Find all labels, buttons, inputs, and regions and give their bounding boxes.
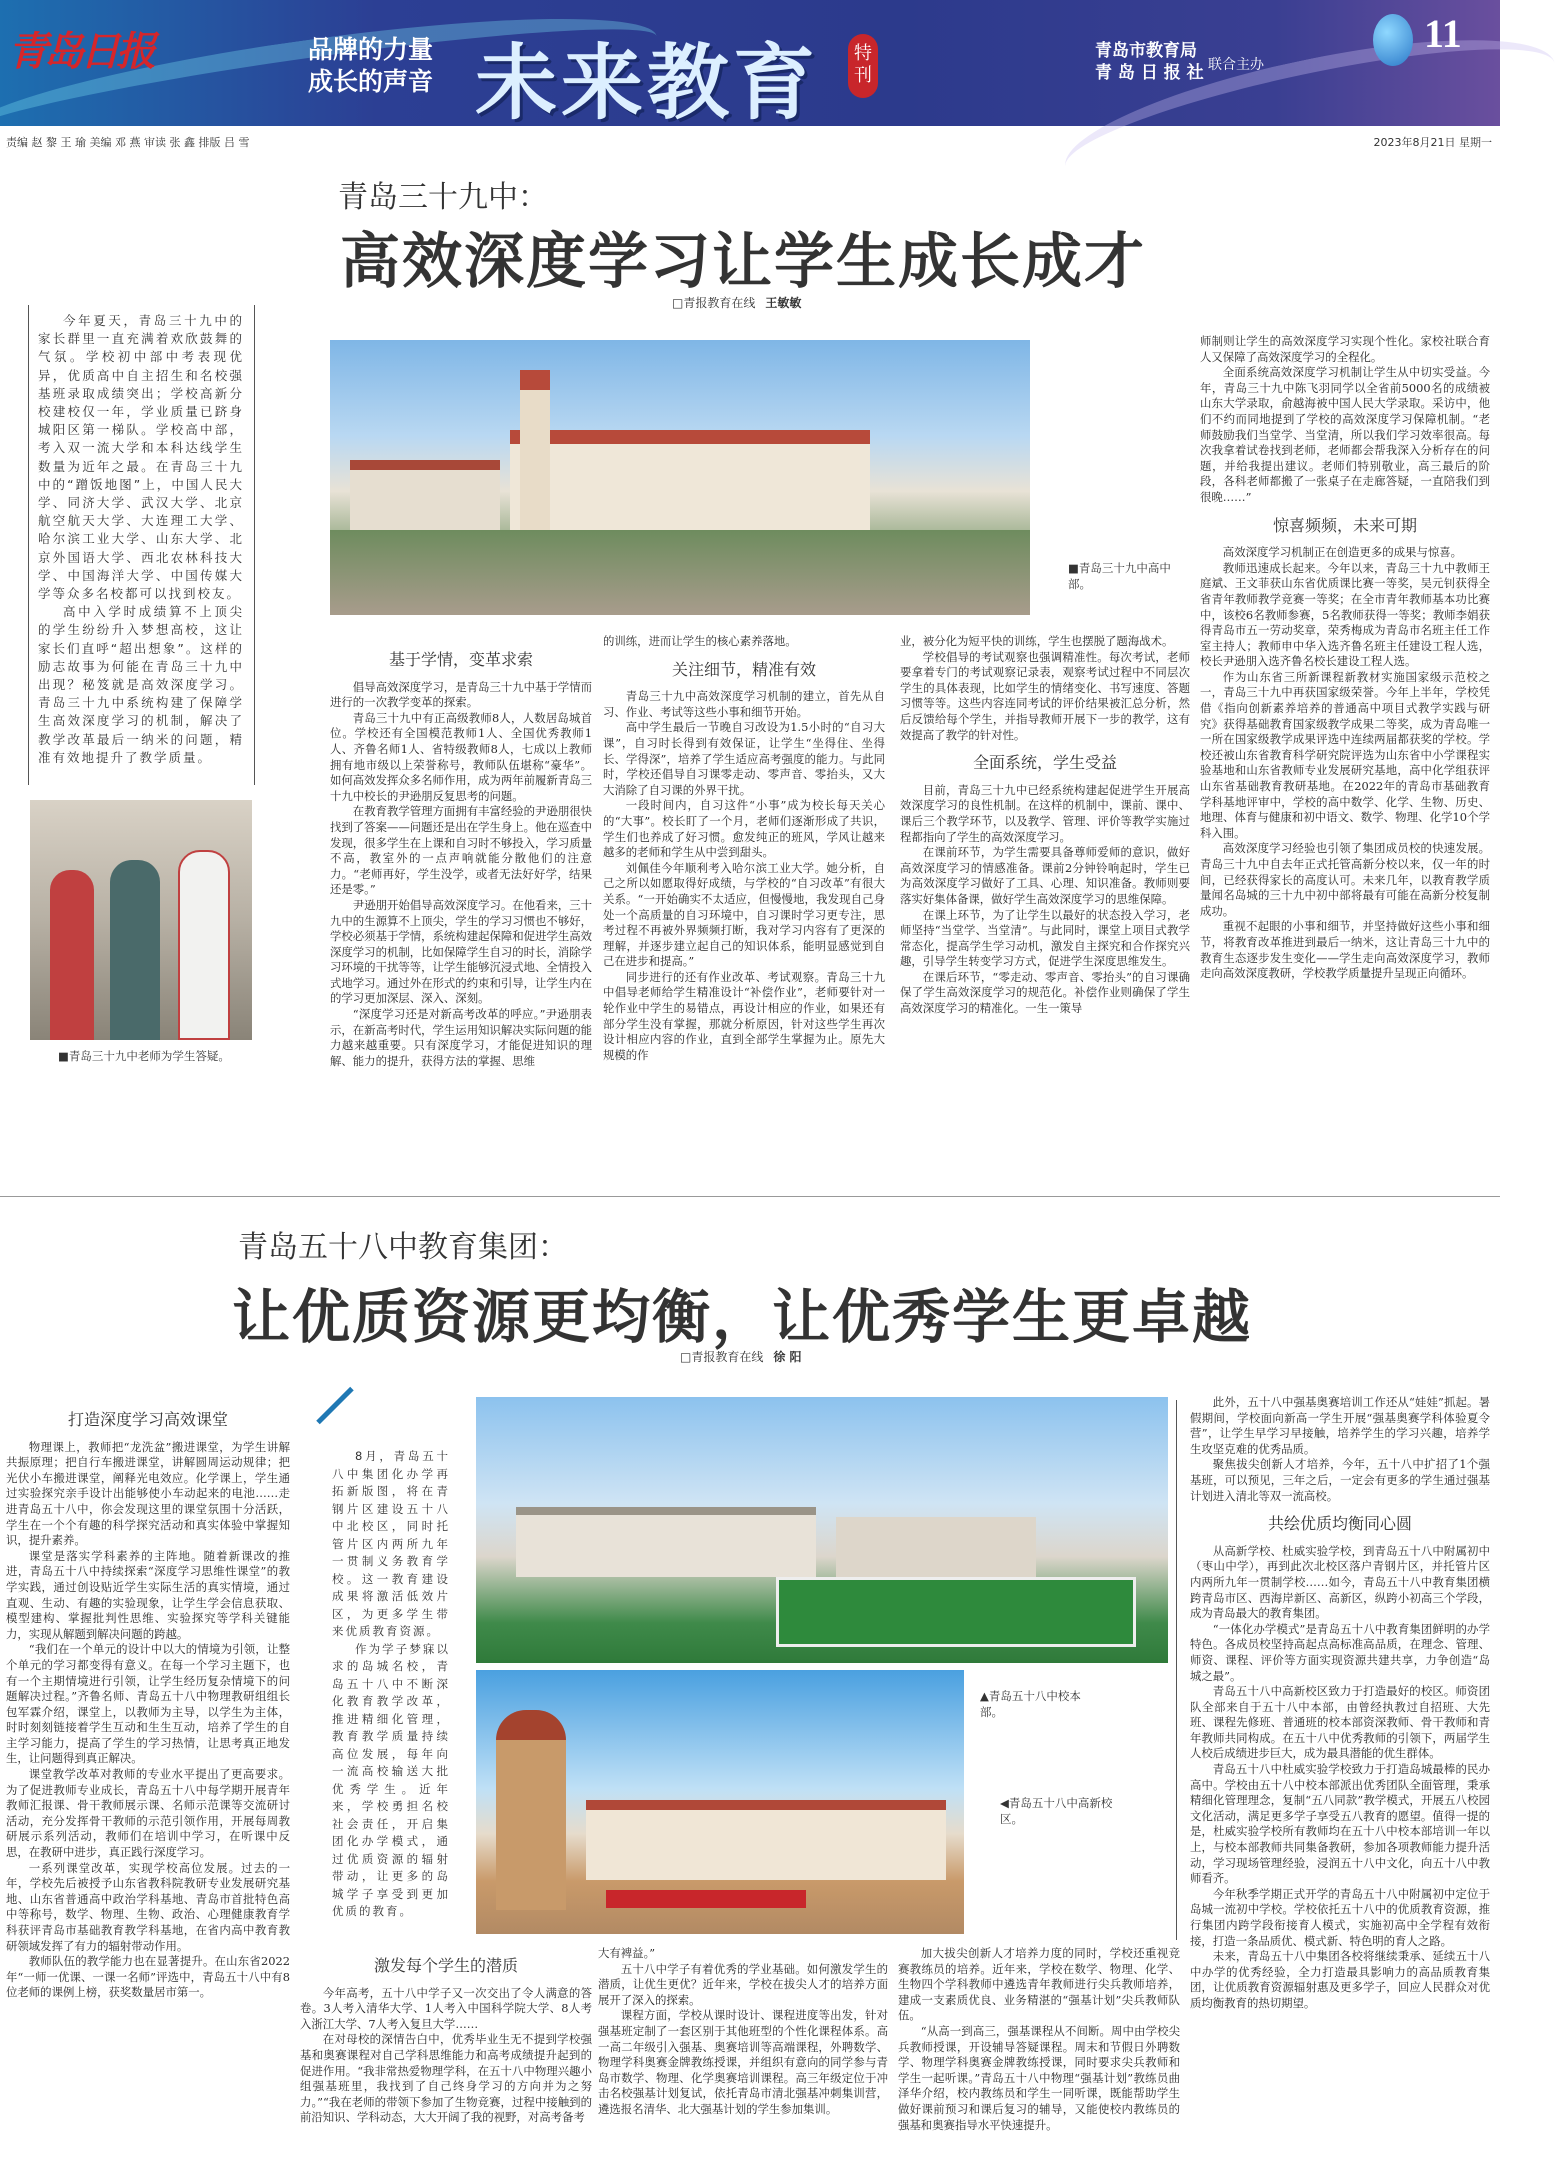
clock-tower	[520, 370, 550, 530]
article1-headline: 高效深度学习让学生成长成才	[340, 227, 1146, 297]
lead-paragraph: 8月，青岛五十八中集团化办学再拓新版图，将在青钢片区建设五十八中北校区，同时托管片区内两所九年一贯制义务教育学校。这一教育建设成果将激活低效片区，为更多学生带来优质教育资源。	[332, 1449, 450, 1638]
paragraph: 大有裨益。”	[598, 1946, 656, 1960]
paragraph: 五十八中学子有着优秀的学业基础。如何激发学生的潜质，让优生更优？近年来，学校在拔尖人才的培养方面展开了深入的探索。	[598, 1961, 888, 2007]
paragraph: 重视不起眼的小事和细节，并坚持做好这些小事和细节，将教育改革推进到最后一纳米，这让青岛三十九中的教育生态逐步发生变化——学生走向高效深度学习，教师走向高效深度教研，学校教学质量提升呈现正向循环。	[1200, 919, 1490, 981]
student-figure	[50, 870, 94, 1040]
article1-column-3	[900, 634, 1190, 1160]
paragraph: 同步进行的还有作业改革、考试观察。青岛三十九中倡导老师给学生精准设计“补偿作业”，老师要针对一轮作业中学生的易错点，再设计相应的作业，如果还有部分学生没有掌握，那就分析原因，针对这些学生再次设计相应内容的作业，直到全部学生掌握为止。原先大规模的作	[603, 969, 885, 1062]
sports-field	[776, 1577, 1136, 1647]
section-heading: 共绘优质均衡同心圆	[1267, 1514, 1412, 1534]
courtyard	[330, 530, 1030, 615]
lead-paragraph: 今年夏天，青岛三十九中的家长群里一直充满着欢欣鼓舞的气氛。学校初中部中考表现优异，优质高中自主招生和名校强基班录取成绩突出；学校高新分校建校仅一年，学业质量已跻身城阳区第一梯队。学校高中部，考入双一流大学和本科达线学生数量为近年之最。在青岛三十九中的“蹭饭地图”上，中国人民大学、同济大学、武汉大学、北京航空航天大学、大连理工大学、哈尔滨工业大学、山东大学、北京外国语大学、西北农林科技大学、中国海洋大学、中国传媒大学等众多名校都可以找到校友。	[38, 313, 244, 602]
paragraph: 在课后环节，“零走动、零声音、零抬头”的自习课确保了学生高效深度学习的规范化。补偿作业则确保了学生高效深度学习的精准化。一生一策导	[900, 969, 1190, 1016]
section-heading: 关注细节，精准有效	[671, 659, 816, 679]
sponsor-suffix: 联合主办	[1208, 57, 1264, 73]
paragraph: “从高一到高三，强基课程从不间断。周中由学校尖兵教师授课，开设辅导答疑课程。周末和节假日外聘数学、物理学科奥赛金牌教练授课，同时要求尖兵教师和学生一起听课。”青岛五十八中物理“强基计划”教练员曲泽华介绍，校内教练员和学生一同听课，既能帮助学生做好课前预习和课后复习的辅导，又能使校内教练员的强基和奥赛指导水平快速提升。	[898, 2023, 1180, 2132]
clock-tower	[496, 1710, 566, 1910]
paragraph: 课堂教学改革对教师的专业水平提出了更高要求。为了促进教师专业成长，青岛五十八中每学期开展青年教师汇报课、骨干教师展示课、名师示范课等交流研讨活动，充分发挥骨干教师的示范引领作用，开展每周教研展示系列活动，教师们在培训中学习，在听课中反思，在教研中进步，真正践行深度学习。	[6, 1767, 290, 1860]
school-campus-photo	[330, 340, 1030, 615]
paragraph: 青岛五十八中杜威实验学校致力于打造岛城最棒的民办高中。学校由五十八中校本部派出优秀团队全面管理，秉承精细化管理理念，复制“五八同款”教学模式，开展五八校园文化活动，满足更多学子享受五八教育的愿望。值得一提的是，杜威实验学校所有教师均在五十八中校本部培训一年以上，与校本部教师共同集备教研，参加各项教师能力提升活动，学习现场管理经验，浸润五十八中文化，向五十八中教师看齐。	[1190, 1762, 1490, 1886]
paragraph: 目前，青岛三十九中已经系统构建起促进学生开展高效深度学习的良性机制。在这样的机制中，课前、课中、课后三个教学环节，以及教学、管理、评价等教学实施过程都指向了学生的高效深度学习。	[900, 782, 1190, 844]
paragraph: 教师迅速成长起来。今年以来，青岛三十九中教师王庭斌、王文菲获山东省优质课比赛一等奖，吴元钊获得全省青年教师教学竞赛一等奖；在全市青年教师基本功比赛中，该校6名教师参赛，5名教师获得一等奖；教师李娟获得青岛市五一劳动奖章，荣秀梅成为青岛市名班主任工作室主持人；教师申中华入选齐鲁名班主任建设工程人选，校长尹逊朋入选齐鲁名校长建设工程人选。	[1200, 560, 1490, 669]
decorative-slash	[316, 1387, 353, 1424]
newspaper-logo: 青岛日报	[8, 28, 152, 75]
paragraph: 青岛三十九中有正高级教师8人，人数居岛城首位。学校还有全国模范教师1人、全国优秀教师1人、齐鲁名师1人、省特级教师8人，七成以上教师拥有地市级以上荣誉称号，教师队伍堪称“豪华”。如何高效发挥众多名师作用，成为两年前履新青岛三十九中校长的尹逊朋反复思考的问题。	[330, 710, 592, 803]
slogan-line: 品牌的力量	[308, 35, 434, 64]
paragraph: 刘佩佳今年顺利考入哈尔滨工业大学。她分析，自己之所以如愿取得好成绩，与学校的“自习改革”有很大关系。“一开始确实不太适应，但慢慢地，我发现自己身处一个高质量的自习环境中，自习课时学习更专注，思考过程不再被外界频频打断，我对学习内容有了更深的理解，并逐步建立起自己的知识体系，能明显感觉到自己在进步和提高。”	[603, 860, 885, 969]
photo-caption: ◀青岛五十八中高新校区。	[1000, 1796, 1113, 1826]
divider	[254, 305, 255, 785]
paragraph: “一体化办学模式”是青岛五十八中教育集团鲜明的办学特色。各成员校坚持高起点高标准高品质，在理念、管理、师资、课程、评价等方面实现资源共建共享，力争创造“岛城之最”。	[1190, 1621, 1490, 1683]
divider	[28, 305, 29, 785]
article2-column-4	[898, 1946, 1180, 2175]
paragraph: 青岛五十八中高新校区致力于打造最好的校区。师资团队全部来自于五十八中本部，由曾经执教过自招班、大先班、课程先修班、普通班的校本部资深教师、骨干教师和青年教师共同构成。在五十八中优秀教师的引领下，两届学生人校后成绩进步巨大，成为最具潜能的优生群体。	[1190, 1684, 1490, 1761]
student-figure	[178, 850, 230, 1040]
article2-byline	[680, 1348, 802, 1365]
sponsor-name: 青 岛 日 报 社	[1095, 63, 1204, 83]
article1-byline	[672, 294, 801, 311]
paragraph: “深度学习还是对新高考改革的呼应。”尹逊朋表示，在新高考时代，学生运用知识解决实际问题的能力越来越重要。只有深度学习，才能促进知识的理解、能力的提升，获得方法的掌握、思维	[330, 1007, 592, 1068]
paragraph: 业，被分化为短平快的训练，学生也摆脱了题海战术。	[900, 634, 1174, 648]
paragraph: 在对母校的深情告白中，优秀毕业生无不提到学校强基和奥赛课程对自己学科思维能力和高考成绩提升起到的促进作用。“我非常热爱物理学科，在五十八中物理兴趣小组强基班里，我找到了自己终身学习的方向并为之努力。”“我在老师的带领下参加了生物竞赛，过程中接触到的前沿知识、学科动态，大大开阔了我的视野，对高考备考	[300, 2032, 592, 2125]
article2-lead	[332, 1448, 450, 1918]
building	[586, 1800, 946, 1880]
section-heading: 全面系统，学生受益	[972, 753, 1117, 773]
sponsor-name: 青岛市教育局	[1095, 41, 1197, 61]
paragraph: 在课前环节，为学生需要具备尊师爱师的意识，做好高效深度学习的情感准备。课前2分钟铃响起时，学生已为高效深度学习做好了工具、心理、知识准备。教师则要落实好集体备课，做好学生高效深度学习的思维保障。	[900, 845, 1190, 906]
photo-caption: ■青岛三十九中老师为学生答疑。	[58, 1049, 230, 1063]
page-number: 11	[1424, 11, 1462, 56]
paragraph: 的训练，进而让学生的核心素养落地。	[603, 634, 797, 648]
paragraph: 在课上环节，为了让学生以最好的状态投入学习，老师坚持“当堂学、当堂清”。与此同时，课堂上项目式教学常态化，提高学生学习动机，激发自主探究和合作探究兴趣，引导学生转变学习方式，促进学生深度思维发生。	[900, 907, 1190, 969]
paragraph: 尹逊朋开始倡导高效深度学习。在他看来，三十九中的生源算不上顶尖，学生的学习习惯也不够好，学校必须基于学情，系统构建起保障和促进学生高效深度学习的机制，比如保障学生自习的时长，消除学习环境的干扰等等，让学生能够沉浸式地、全情投入式地学习。通过外在形式的约束和引导，让学生内在的学习更加深层、深入、深刻。	[330, 897, 593, 1006]
article2-column-5	[1190, 1395, 1490, 2175]
banner	[606, 1890, 806, 1908]
paragraph: 教师队伍的教学能力也在显著提升。在山东省2022年“一师一优课、一课一名师”评选中，青岛五十八中有8位老师的课例上榜，获奖数量居市第一。	[6, 1954, 290, 2000]
paragraph: 师制则让学生的高效深度学习实现个性化。家校社联合育人又保障了高效深度学习的全程化。	[1200, 334, 1490, 364]
paragraph: 课堂是落实学科素养的主阵地。随着新课改的推进，青岛五十八中持续探索“深度学习思维性课堂”的教学实践，通过创设贴近学生实际生活的真实情境，通过直观、生动、有趣的实验现象，让学生学会信息获取、模型建构、掌握批判性思维、实验探究等学科关键能力，实现从解题到解决问题的跨越。	[6, 1548, 290, 1641]
paragraph: 今年高考，五十八中学子又一次交出了令人满意的答卷。3人考入清华大学、1人考入中国科学院大学、8人考入浙江大学、7人考入复旦大学……	[300, 1985, 592, 2031]
teacher-photo	[30, 800, 252, 1040]
section-heading: 惊喜频频，未来可期	[1272, 515, 1417, 535]
slogan-line: 成长的声音	[308, 67, 434, 96]
paragraph: 高中学生最后一节晚自习改设为1.5小时的“自习大课”，自习时长得到有效保证，让学生“坐得住、坐得长、学得深”，培养了学生适应高考强度的能力。与此同时，学校还倡导自习课零走动、零声音、零抬头，又大大消除了自习课的外界干扰。	[603, 720, 885, 797]
byline-author: 徐 阳	[773, 1350, 802, 1364]
slogan	[308, 34, 433, 98]
paragraph: 全面系统高效深度学习机制让学生从中切实受益。今年，青岛三十九中陈飞羽同学以全省前5000名的成绩被山东大学录取，俞越海被中国人民大学录取。采访中，他们不约而同地提到了学校的高效深度学习保障机制。“老师鼓励我们当堂学、当堂清，所以我们学习效率很高。每次我拿着试卷找到老师，老师都会帮我深入分析存在的问题，并给我提出建议。老师们特别敬业，高三最后的阶段，各科老师都搬了一张桌子在走廊答疑，一直陪我们到很晚……”	[1200, 365, 1490, 504]
section-divider	[0, 1196, 1500, 1197]
paragraph: 高效深度学习经验也引领了集团成员校的快速发展。青岛三十九中自去年正式托管高新分校以来，仅一年的时间，已经获得家长的高度认可。未来几年，以教育教学质量闻名岛城的三十九中初中部将最有可能在高新分校复制成功。	[1200, 841, 1490, 918]
paragraph: 此外，五十八中强基奥赛培训工作还从“娃娃”抓起。暑假期间，学校面向新高一学生开展“强基奥赛学科体验夏令营”，让学生早学习早接触，培养学生的学习兴趣，培养学生攻坚克难的优秀品质。	[1190, 1395, 1490, 1456]
section-title: 未来教育	[475, 36, 820, 131]
article1-column-2	[603, 634, 885, 1160]
paragraph: 倡导高效深度学习，是青岛三十九中基于学情而进行的一次教学变革的探索。	[330, 679, 593, 710]
paragraph: 今年秋季学期正式开学的青岛五十八中附属初中定位于岛城一流初中学校。学校依托五十八中的优质教育资源，推行集团内跨学段衔接育人模式，实施初高中全学程有效衔接，打造一条品质优、模式新、特色明的育人之路。	[1190, 1886, 1490, 1948]
paragraph: 聚焦拔尖创新人才培养，今年，五十八中扩招了1个强基班，可以预见，三年之后，一定会有更多的学生通过强基计划进入清北等双一流高校。	[1190, 1457, 1490, 1503]
byline-source: □青报教育在线	[680, 1350, 764, 1364]
paragraph: 学校倡导的考试观察也强调精准性。每次考试，老师要拿着专门的考试观察记录表，观察考试过程中不同层次学生的具体表现，比如学生的情绪变化、书写速度、答题习惯等等。这些内容连同考试的评价结果被汇总分析，然后反馈给每个学生，并指导教师开展下一步的教学，这有效提高了教学的针对性。	[900, 649, 1190, 742]
article2-column-3	[598, 1946, 888, 2175]
section-heading: 基于学情，变革求索	[388, 650, 533, 669]
globe-icon	[1373, 14, 1413, 66]
paragraph: “我们在一个单元的设计中以大的情境为引领，让整个单元的学习都变得有意义。在每一个学习主题下，也有一个主期情境进行引领，让学生经历复杂情境下的问题解决过程。”齐鲁名师、青岛五十八中物理教研组组长包军霖介绍，课堂上，以教师为主导，以学生为主体，时时刻刻链接着学生互动和生生互动，培养了学生的自主学习能力，提高了学生的学习热情，让思考真正地发生，让问题得到真正解决。	[6, 1642, 290, 1766]
gaoxin-campus-photo	[476, 1670, 964, 1934]
paragraph: 未来，青岛五十八中集团各校将继续秉承、延续五十八中办学的优秀经验，全力打造最具影响力的高品质教育集团，让优质教育资源辐射惠及更多学子，回应人民群众对优质均衡教育的热切期望。	[1190, 1949, 1490, 2010]
paragraph: 高效深度学习机制正在创造更多的成果与惊喜。	[1222, 545, 1463, 560]
paragraph: 物理课上，教师把“龙洗盆”搬进课堂，为学生讲解共振原理；把自行车搬进课堂，讲解圆周运动规律；把光伏小车搬进课堂，阐释光电效应。化学课上，学生通过实验探究亲手设计出能够使小车动起来的电池……走进青岛五十八中，你会发现这里的课堂氛围十分活跃，学生在一个个有趣的科学探究活动和真实体验中掌握知识，提升素养。	[6, 1439, 290, 1548]
article1-column-1	[330, 640, 592, 1160]
byline-source: □青报教育在线	[672, 296, 756, 310]
article1-lead	[38, 312, 244, 780]
sponsors	[1095, 40, 1204, 84]
school-main-campus-photo	[476, 1397, 1168, 1663]
paragraph: 作为山东省三所新课程新教材实施国家级示范校之一，青岛三十九中再获国家级荣誉。今年上半年，学校凭借《指向创新素养培养的普通高中项目式教学实践与研究》获得基础教育国家级教学成果二等奖，成为青岛唯一一所在国家级教学成果评选中连续两届都获奖的学校。学校还被山东省教育科学研究院评选为山东省中小学课程实验基地和山东省教师专业发展研究基地，高中化学组获评山东省基础教育教研基地。在2022年的青岛市基础教育学科基地评审中，学校的高中数学、化学、生物、历史、地理、体育与健康和初中语文、数学、物理、化学10个学科入围。	[1200, 669, 1490, 840]
article1-kicker: 青岛三十九中：	[338, 180, 548, 215]
masthead-banner	[0, 0, 1500, 131]
issue-date: 2023年8月21日 星期一	[1373, 136, 1492, 149]
paragraph: 加大拔尖创新人才培养力度的同时，学校还重视竞赛教练员的培养。近年来，学校在数学、物理、化学、生物四个学科教师中遴选青年教师进行尖兵教师培养，建成一支素质优良、业务精湛的“强基计划”尖兵教师队伍。	[898, 1946, 1180, 2023]
teacher-figure	[110, 860, 160, 1040]
divider	[1176, 1400, 1177, 1940]
building	[836, 1517, 1036, 1577]
paragraph: 一系列课堂改革，实现学校高位发展。过去的一年，学校先后被授予山东省教科院教研专业发展研究基地、山东省普通高中政治学科基地、青岛市首批特色高中等称号，数学、物理、生物、政治、心理健康教育学科获评青岛市基础教育教学科基地，在省内高中教育教研领域发挥了有力的辐射带动作用。	[6, 1860, 290, 1953]
article2-headline: 让优质资源更均衡，让优秀学生更卓越	[232, 1283, 1253, 1351]
article2-column-1	[6, 1400, 290, 2175]
special-issue-badge: 特刊	[848, 34, 878, 98]
paragraph: 从高新学校、杜威实验学校，到青岛五十八中附属初中（枣山中学），再到此次北校区落户青钢片区，并托管片区内两所九年一贯制学校……如今，青岛五十八中教育集团横跨青岛市区、西海岸新区、高新区，纵跨小初高三个学段，成为青岛最大的教育集团。	[1190, 1543, 1490, 1621]
section-heading: 打造深度学习高效课堂	[67, 1410, 228, 1429]
byline-author: 王敏敏	[765, 296, 802, 310]
photo-caption: ▲青岛五十八中校本部。	[980, 1689, 1081, 1719]
paragraph: 在教育教学管理方面拥有丰富经验的尹逊朋很快找到了答案——问题还是出在学生身上。他在巡查中发现，很多学生在上课和自习时不够投入，学习质量不高，教室外的一点声响就能分散他们的注意力。“老师再好，学生没学，或者无法好好学，结果还是零。”	[330, 804, 593, 897]
paragraph: 一段时间内，自习这件“小事”成为校长每天关心的“大事”。校长盯了一个月，老师们逐渐形成了共识，学生们也养成了好习惯。愈发纯正的班风，学风让越来越多的老师和学生从中尝到甜头。	[603, 798, 885, 860]
editor-credits: 责编 赵 黎 王 瑜 美编 邓 燕 审读 张 鑫 排版 吕 雪	[6, 136, 250, 149]
section-heading: 激发每个学生的潜质	[373, 1956, 518, 1975]
building	[516, 1507, 816, 1577]
article1-column-4	[1200, 334, 1490, 1164]
lead-paragraph: 高中入学时成绩算不上顶尖的学生纷纷升入梦想高校，这让家长们直呼“超出想象”。这样的励志故事为何能在青岛三十九中出现？秘笈就是高效深度学习。青岛三十九中系统构建了保障学生高效深度学习的机制，解决了教学改革最后一纳米的问题，精准有效地提升了教学质量。	[38, 604, 244, 765]
article2-column-2	[300, 1946, 592, 2175]
paragraph: 课程方面，学校从课时设计、课程进度等出发，针对强基班定制了一套区别于其他班型的个性化课程体系。高一高二年级引入强基、奥赛培训等高端课程，外聘数学、物理学科奥赛金牌教练授课，并组织有意向的同学参与青岛市数学、物理、化学奥赛培训课程。高三年级定位于冲击名校强基计划复试，依托青岛市清北强基冲刺集训营，遴选报名清华、北大强基计划的学生参加集训。	[598, 2008, 888, 2116]
building	[350, 460, 500, 530]
photo-caption: ■青岛三十九中高中部。	[1068, 561, 1171, 591]
lead-paragraph: 作为学子梦寐以求的岛城名校，青岛五十八中不断深化教育教学改革，推进精细化管理，教育教学质量持续高位发展，每年向一流高校输送大批优秀学生。近年来，学校勇担名校社会责任，开启集团化办学模式，通过优质资源的辐射带动，让更多的岛城学子享受到更加优质的教育。	[332, 1641, 450, 1918]
paragraph: 青岛三十九中高效深度学习机制的建立，首先从自习、作业、考试等这些小事和细节开始。	[603, 689, 885, 719]
building	[510, 430, 870, 530]
article2-kicker: 青岛五十八中教育集团：	[238, 1230, 568, 1265]
